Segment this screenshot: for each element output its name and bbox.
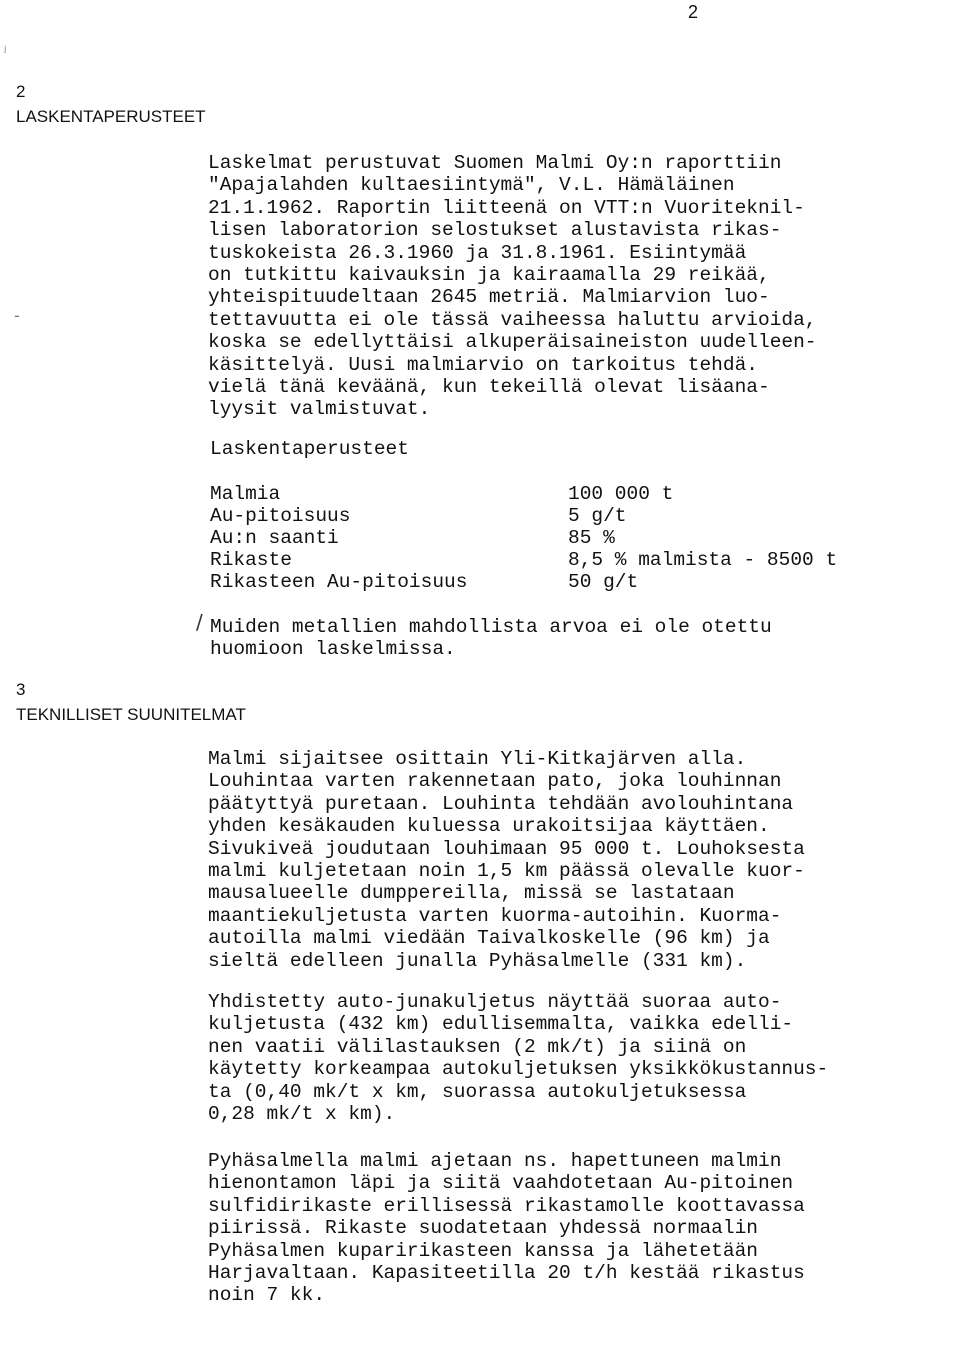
section-heading: LASKENTAPERUSTEET [16, 107, 206, 126]
text-line: 0,28 mk/t x km). [208, 1102, 396, 1125]
scan-mark: / [196, 610, 203, 634]
param-value: 85 % [568, 527, 615, 549]
section-number: 3 [16, 680, 26, 699]
paragraph-processing [208, 1150, 805, 1307]
paragraph-transport [208, 991, 828, 1125]
text-line: Pyhäsalmen kuparirikasteen kanssa ja lähetetään [208, 1239, 758, 1262]
text-line: Malmi sijaitsee osittain Yli-Kitkajärven alla. [208, 748, 747, 770]
text-line: "Apajalahden kultaesiintymä", V.L. Hämäläinen [208, 174, 735, 197]
text-line: lyysit valmistuvat. [208, 398, 431, 421]
param-value: 8,5 % malmista - 8500 t [568, 549, 838, 571]
section-heading: TEKNILLISET SUUNITELMAT [16, 705, 246, 724]
text-line: yhden kesäkauden kuluessa urakoitsijaa käyttäen. [208, 815, 770, 838]
param-label: Rikasteen Au-pitoisuus [210, 571, 468, 593]
text-line: lisen laboratorion selostukset alustavista rikas- [208, 219, 782, 242]
text-line: Laskelmat perustuvat Suomen Malmi Oy:n raporttiin [208, 152, 782, 174]
scan-mark: - [14, 306, 20, 325]
text-line: käsittelyä. Uusi malmiarvio on tarkoitus tehdä. [208, 353, 758, 376]
param-label: Malmia [210, 483, 281, 505]
text-line: päätyttyä puretaan. Louhinta tehdään avolouhintana [208, 792, 794, 815]
text-line: nen vaatii välilastauksen (2 mk/t) ja siinä on [208, 1035, 747, 1058]
scan-mark: ʲ [4, 44, 7, 60]
text-line: on tutkittu kaivauksin ja kairaamalla 29 reikää, [208, 263, 770, 286]
text-line: tettavuutta ei ole tässä vaiheessa haluttu arvioida, [208, 308, 817, 331]
text-line: Pyhäsalmella malmi ajetaan ns. hapettuneen malmin [208, 1150, 782, 1172]
param-value: 100 000 t [568, 483, 674, 505]
text-line: piirissä. Rikaste suodatetaan yhdessä normaalin [208, 1217, 758, 1240]
text-line: huomioon laskelmissa. [210, 638, 456, 661]
text-line: tuskokeista 26.3.1960 ja 31.8.1961. Esiintymää [208, 241, 747, 264]
text-line: kuljetusta (432 km) edullisemmalta, vaikka edelli- [208, 1013, 794, 1036]
page-number: 2 [688, 2, 699, 22]
text-line: koska se edellyttäisi alkuperäisaineiston uudelleen- [208, 331, 817, 354]
param-label: Au-pitoisuus [210, 505, 351, 527]
text-line: yhteispituudeltaan 2645 metriä. Malmiarvion luo- [208, 286, 770, 309]
text-line: ta (0,40 mk/t x km, suorassa autokuljetuksessa [208, 1080, 747, 1103]
text-line: maantiekuljetusta varten kuorma-autoihin. Kuorma- [208, 904, 782, 927]
param-value: 5 g/t [568, 505, 627, 527]
text-line: noin 7 kk. [208, 1284, 326, 1307]
text-line: Muiden metallien mahdollista arvoa ei ole otettu [210, 616, 772, 638]
param-label: Rikaste [210, 549, 292, 571]
text-line: 21.1.1962. Raportin liitteenä on VTT:n Vuoriteknil- [208, 196, 805, 219]
text-line: Louhintaa varten rakennetaan pato, joka louhinnan [208, 770, 782, 793]
text-line: autoilla malmi viedään Taivalkoskelle (96 km) ja [208, 927, 770, 950]
param-label: Au:n saanti [210, 527, 339, 549]
section-number: 2 [16, 82, 26, 101]
text-line: sulfidirikaste erillisessä rikastamolle koottavassa [208, 1194, 805, 1217]
param-value: 50 g/t [568, 571, 639, 593]
text-line: Yhdistetty auto-junakuljetus näyttää suoraa auto- [208, 991, 782, 1013]
text-line: Sivukiveä joudutaan louhimaan 95 000 t. Louhoksesta [208, 837, 805, 860]
text-line: mausalueelle dumppereilla, missä se lastataan [208, 882, 735, 905]
paragraph-mining [208, 748, 805, 972]
note-paragraph [210, 616, 772, 661]
text-line: Harjavaltaan. Kapasiteetilla 20 t/h kestää rikastus [208, 1261, 805, 1284]
subheading: Laskentaperusteet [210, 438, 409, 460]
text-line: käytetty korkeampaa autokuljetuksen yksikkökustannus- [208, 1058, 829, 1081]
text-line: sieltä edelleen junalla Pyhäsalmelle (331 km). [208, 949, 747, 972]
text-line: vielä tänä keväänä, kun tekeillä olevat lisäana- [208, 375, 770, 398]
text-line: hienontamon läpi ja siitä vaahdotetaan Au-pitoinen [208, 1172, 794, 1195]
text-line: malmi kuljetetaan noin 1,5 km päässä olevalle kuor- [208, 859, 805, 882]
intro-paragraph [208, 152, 817, 421]
